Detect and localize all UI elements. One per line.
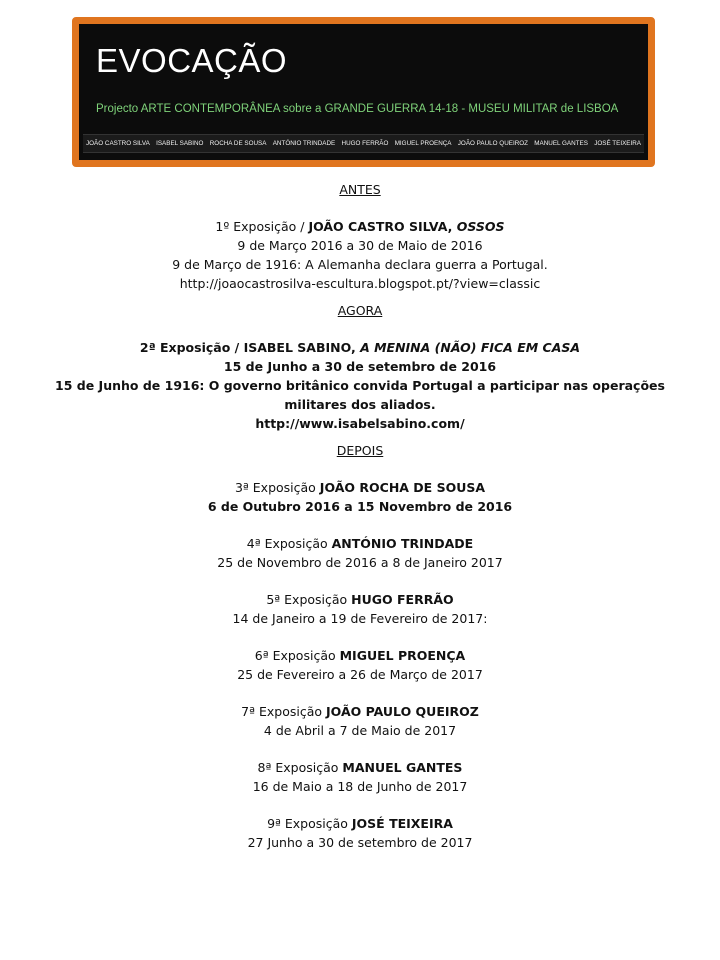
banner-subtitle: Projecto ARTE CONTEMPORÂNEA sobre a GRANDE GUERRA 14-18 - MUSEU MILITAR de LISBOA [96, 103, 619, 115]
exhibition-6-dates: 25 de Fevereiro a 26 de Março de 2017 [237, 667, 483, 682]
exhibition-2-work: A MENINA (NÃO) FICA EM CASA [360, 340, 581, 355]
exhibition-2-event-line2: militares dos aliados. [284, 397, 436, 412]
exhibition-2-title [0, 338, 720, 357]
exhibition-3-title: 3ª Exposição JOÃO ROCHA DE SOUSA [234, 480, 486, 495]
nav-item-antonio-trindade[interactable]: ANTÓNIO TRINDADE [272, 140, 336, 147]
exhibition-5-dates: 14 de Janeiro a 19 de Fevereiro de 2017: [232, 611, 488, 626]
nav-item-manuel-gantes[interactable]: MANUEL GANTES [534, 140, 588, 147]
section-heading-agora: AGORA [337, 303, 383, 318]
nav-item-hugo-ferrao[interactable]: HUGO FERRÃO [341, 140, 389, 147]
header-banner [72, 17, 655, 167]
exhibition-4-dates: 25 de Novembro de 2016 a 8 de Janeiro 2017 [217, 555, 503, 570]
exhibition-7-title: 7ª Exposição JOÃO PAULO QUEIROZ [241, 704, 479, 719]
exhibition-1-link[interactable]: http://joaocastrosilva-escultura.blogspot.pt/?view=classic [179, 276, 541, 291]
artist-nav-bar [83, 134, 644, 153]
exhibition-9-dates: 27 Junho a 30 de setembro de 2017 [247, 835, 473, 850]
nav-item-joao-paulo-queiroz[interactable]: JOÃO PAULO QUEIROZ [457, 140, 528, 147]
exhibition-6-title: 6ª Exposição MIGUEL PROENÇA [254, 648, 466, 663]
exhibition-2-link[interactable]: http://www.isabelsabino.com/ [255, 416, 465, 431]
exhibition-8-title: 8ª Exposição MANUEL GANTES [257, 760, 463, 775]
exhibition-4-title: 4ª Exposição ANTÓNIO TRINDADE [246, 536, 474, 551]
exhibition-schedule [0, 180, 720, 852]
exhibition-3-dates: 6 de Outubro 2016 a 15 Novembro de 2016 [207, 499, 513, 514]
exhibition-2-dates: 15 de Junho a 30 de setembro de 2016 [223, 359, 497, 374]
exhibition-1-title [0, 217, 720, 236]
exhibition-7-dates: 4 de Abril a 7 de Maio de 2017 [263, 723, 457, 738]
nav-item-joao-castro-silva[interactable]: JOÃO CASTRO SILVA [86, 140, 150, 147]
nav-item-isabel-sabino[interactable]: ISABEL SABINO [156, 140, 204, 147]
exhibition-2-prefix: 2ª Exposição / ISABEL SABINO, [139, 340, 361, 355]
section-heading-depois: DEPOIS [336, 443, 384, 458]
exhibition-2-event-line1: 15 de Junho de 1916: O governo britânico convida Portugal a participar nas operações [55, 378, 665, 393]
nav-item-rocha-de-sousa[interactable]: ROCHA DE SOUSA [209, 140, 267, 147]
exhibition-5-title: 5ª Exposição HUGO FERRÃO [266, 592, 454, 607]
nav-item-jose-teixeira[interactable]: JOSÉ TEIXEIRA [594, 140, 641, 147]
exhibition-1-event: 9 de Março de 1916: A Alemanha declara guerra a Portugal. [172, 257, 548, 272]
exhibition-8-dates: 16 de Maio a 18 de Junho de 2017 [252, 779, 468, 794]
exhibition-1-dates: 9 de Março 2016 a 30 de Maio de 2016 [237, 238, 483, 253]
exhibition-1-work: OSSOS [456, 219, 505, 234]
banner-title: EVOCAÇÃO [96, 42, 288, 79]
exhibition-1-prefix: 1º Exposição / [215, 219, 309, 234]
nav-item-miguel-proenca[interactable]: MIGUEL PROENÇA [394, 140, 452, 147]
section-heading-antes: ANTES [339, 182, 381, 197]
exhibition-9-title: 9ª Exposição JOSÉ TEIXEIRA [267, 816, 453, 831]
exhibition-1-artist: JOÃO CASTRO SILVA, [308, 219, 457, 234]
